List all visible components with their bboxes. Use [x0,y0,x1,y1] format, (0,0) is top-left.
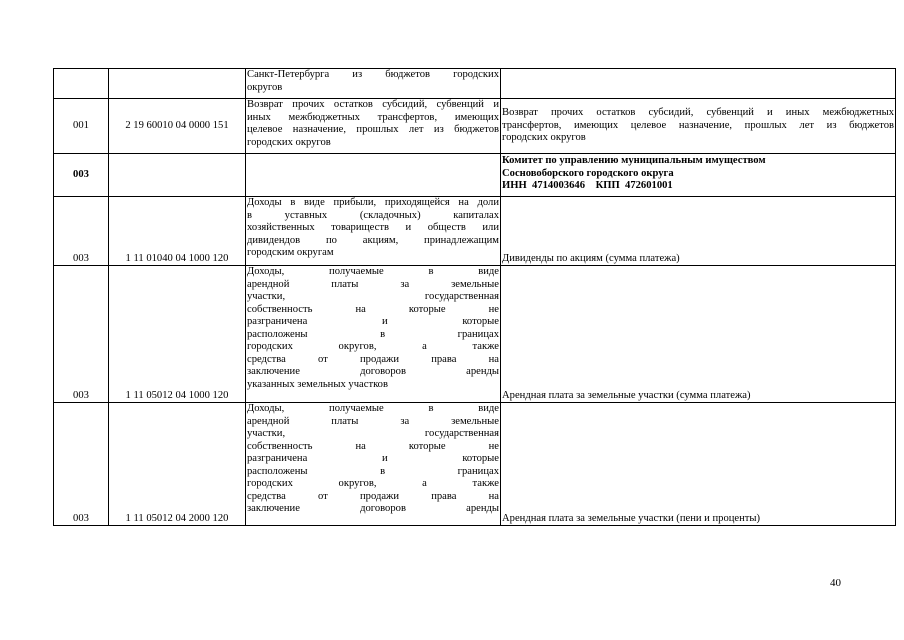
table-row [54,197,896,266]
budget-code-cell [109,69,246,99]
description-line: дивидендов по акциям, принадлежащим [247,234,499,246]
note-line: Дивиденды по акциям (сумма платежа) [502,252,680,264]
description-line: заключение договоров аренды [247,503,499,514]
description-line: арендной платы за земельные [247,415,499,427]
description-line: Доходы, получаемые в виде [247,266,499,277]
description-line: в уставных (складочных) капиталах [247,209,499,221]
note-cell [501,197,896,266]
description-line: разграничена и которые [247,453,499,464]
table-row [54,99,896,154]
description-line: расположены в границах [247,465,499,477]
description-line: городских округов, а также [247,341,499,352]
budget-code-table [53,68,896,526]
administrator-name-line: Комитет по управлению муниципальным имуществом [502,155,766,166]
description-line: расположены в границах [247,328,499,340]
description-line: собственность на которые не [247,303,499,315]
note-line: Арендная плата за земельные участки (сумма платежа) [502,389,751,401]
description-line: Доходы, получаемые в виде [247,403,499,414]
description-line: участки, государственная [247,428,499,439]
description-cell [246,69,501,99]
note-cell [501,69,896,99]
budget-code-cell: 1 11 05012 04 2000 120 [109,403,246,526]
description-line: городским округам [247,247,334,258]
note-line: трансфертов, имеющих целевое назначение, прошлых лет из бюджетов [502,119,894,131]
description-line: Возврат прочих остатков субсидий, субвенций и [247,99,499,110]
description-cell [246,99,501,154]
table-row [54,266,896,403]
administrator-name-cell [501,154,896,197]
admin-code-cell [54,69,109,99]
note-line: Арендная плата за земельные участки (пени и проценты) [502,512,761,524]
description-line: заключение договоров аренды [247,366,499,377]
description-line: округов [247,81,283,93]
description-line: участки, государственная [247,291,499,302]
description-line: городских округов [247,136,331,148]
budget-code-cell: 2 19 60010 04 0000 151 [109,99,246,154]
description-line: собственность на которые не [247,440,499,452]
description-line: целевое назначение, прошлых лет из бюджетов [247,124,499,135]
description-line: средства от продажи права на [247,353,499,365]
description-line: городских округов, а также [247,478,499,489]
note-cell [501,266,896,403]
description-line: иных межбюджетных трансфертов, имеющих [247,111,499,123]
admin-code-cell: 003 [54,266,109,403]
description-line: указанных земельных участков [247,378,388,390]
note-cell [501,99,896,154]
description-line: арендной платы за земельные [247,278,499,290]
description-cell [246,266,501,403]
budget-code-cell: 1 11 01040 04 1000 120 [109,197,246,266]
administrator-name-line: Сосновоборского городского округа [502,167,674,179]
description-line: хозяйственных товариществ и обществ или [247,222,499,233]
description-cell [246,403,501,526]
note-line: городских округов [502,132,586,144]
description-cell [246,154,501,197]
description-line: Санкт-Петербурга из бюджетов городских [247,69,499,80]
admin-code-cell: 003 [54,403,109,526]
table-row [54,154,896,197]
description-line: Доходы в виде прибыли, приходящейся на доли [247,197,499,208]
description-line: средства от продажи права на [247,490,499,502]
budget-code-cell [109,154,246,197]
note-line: Возврат прочих остатков субсидий, субвенций и иных межбюджетных [502,107,894,119]
administrator-inn-kpp: ИНН 4714003646 КПП 472601001 [502,180,673,191]
description-line: разграничена и которые [247,316,499,327]
page-number: 40 [830,577,841,589]
admin-code-cell: 003 [54,197,109,266]
table-row [54,403,896,526]
admin-code-cell: 001 [54,99,109,154]
table-row [54,69,896,99]
description-cell [246,197,501,266]
budget-code-cell: 1 11 05012 04 1000 120 [109,266,246,403]
admin-code-cell: 003 [54,154,109,197]
note-cell [501,403,896,526]
